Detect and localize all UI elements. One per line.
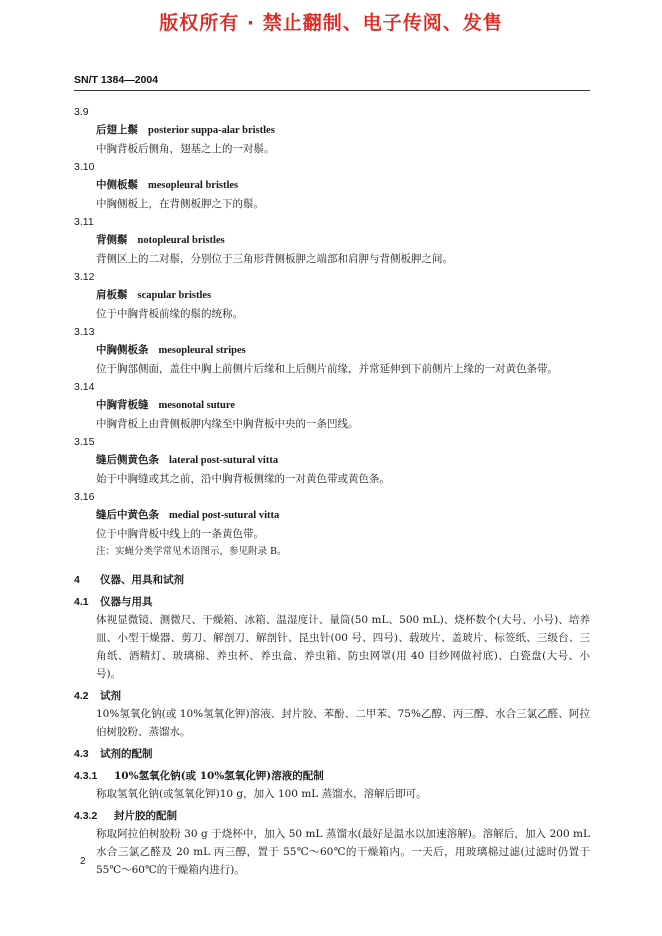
term-number: 3.14	[74, 381, 95, 393]
term-zh: 背侧鬃	[96, 234, 128, 246]
term-heading	[74, 286, 590, 305]
term-en: lateral post-sutural vitta	[169, 455, 279, 466]
term-en: mesopleural stripes	[158, 345, 246, 356]
term-number: 3.15	[74, 436, 95, 448]
subsection-heading	[74, 687, 590, 705]
subsection-number: 4.3	[74, 748, 89, 760]
term-heading	[74, 176, 590, 195]
document-body	[74, 103, 590, 879]
subsubsection-text: 称取阿拉伯树胶粉 30 g 于烧杯中，加入 50 mL 蒸馏水(最好是温水以加速溶解)。溶解后，加入 200 mL 水合三氯乙醛及 20 mL 丙三醇，置于 55℃～60℃的干燥箱内。一天后，用玻璃棉过滤(过滤时仍置于 55℃～60℃的干燥箱内进行)。	[96, 828, 590, 876]
term-definition: 背侧区上的二对鬃，分别位于三角形背侧板胛之端部和肩胛与背侧板胛之间。	[96, 253, 453, 265]
term-heading	[74, 451, 590, 470]
term-zh: 肩板鬃	[96, 289, 128, 301]
term-en: mesonotal suture	[158, 400, 236, 411]
term-definition: 中胸背板上由背侧板胛内缘至中胸背板中央的一条凹线。	[96, 418, 359, 430]
subsection-text: 10%氢氧化钠(或 10%氢氧化钾)溶液、封片胶、苯酚、二甲苯、75%乙醇、丙三醇、水合三氯乙醛、阿拉伯树胶粉、蒸馏水。	[96, 708, 590, 738]
section-title: 仪器、用具和试剂	[100, 574, 184, 586]
subsection-number: 4.1	[74, 596, 89, 608]
term-number: 3.13	[74, 326, 95, 338]
subsection-heading	[74, 593, 590, 611]
term-en: notopleural bristles	[137, 235, 225, 246]
subsubsection-heading	[74, 767, 590, 785]
term-zh: 中胸侧板条	[96, 344, 149, 356]
subsubsection-number: 4.3.1	[74, 770, 98, 782]
subsection-heading	[74, 745, 590, 763]
subsubsection-title: 封片胶的配制	[114, 810, 177, 822]
term-heading	[74, 231, 590, 250]
subsubsection-title: 10%氢氧化钠(或 10%氢氧化钾)溶液的配制	[114, 770, 324, 782]
page-number: 2	[80, 856, 86, 867]
term-en: mesopleural bristles	[148, 180, 239, 191]
subsection-title: 试剂的配制	[100, 748, 153, 760]
term-definition: 中胸背板后侧角，翅基之上的一对鬃。	[96, 143, 275, 155]
term-zh: 中侧板鬃	[96, 179, 138, 191]
subsection-number: 4.2	[74, 690, 89, 702]
subsubsection-number: 4.3.2	[74, 810, 98, 822]
term-number: 3.9	[74, 106, 89, 118]
subsection-title: 仪器与用具	[100, 596, 153, 608]
term-heading	[74, 341, 590, 360]
subsection-text: 体视显微镜、测微尺、干燥箱、冰箱、温湿度计、量筒(50 mL、500 mL)、烧杯数个(大号、小号)、培养皿、小型干燥器、剪刀、解剖刀、解剖针、昆虫针(00 号、四号)、载玻片、盖玻片、标签纸、三级台、三角纸、酒精灯、玻璃棉、养虫杯、养虫盒、养虫箱、防虫网罩(用 40 目纱网做衬底)、白瓷盘(大号、小号)。	[96, 614, 590, 680]
term-definition: 位于中胸背板中线上的一条黄色带。	[96, 528, 264, 540]
subsection-title: 试剂	[100, 690, 121, 702]
term-zh: 缝后侧黄色条	[96, 454, 159, 466]
term-en: medial post-sutural vitta	[169, 510, 280, 521]
section-heading	[74, 571, 590, 589]
term-en: posterior suppa-alar bristles	[148, 125, 275, 136]
term-number: 3.11	[74, 216, 94, 228]
header-rule	[74, 90, 590, 91]
term-zh: 中胸背板缝	[96, 399, 149, 411]
term-definition: 位于胸部侧面，盖住中胸上前侧片后缘和上后侧片前缘，并常延伸到下前侧片上缘的一对黄色条带。	[96, 363, 558, 375]
term-heading	[74, 506, 590, 525]
term-definition: 位于中胸背板前缘的鬃的统称。	[96, 308, 243, 320]
term-heading	[74, 396, 590, 415]
term-number: 3.16	[74, 491, 95, 503]
term-number: 3.12	[74, 271, 95, 283]
term-zh: 后翅上鬃	[96, 124, 138, 136]
subsubsection-text: 称取氢氧化钠(或氢氧化钾)10 g，加入 100 mL 蒸馏水，溶解后即可。	[96, 788, 427, 800]
term-zh: 缝后中黄色条	[96, 509, 159, 521]
term-number: 3.10	[74, 161, 95, 173]
term-en: scapular bristles	[137, 290, 212, 301]
figure-note: 注：实蝇分类学常见术语图示，参见附录 B。	[96, 546, 287, 557]
section-number: 4	[74, 574, 80, 586]
term-heading	[74, 121, 590, 140]
subsubsection-heading	[74, 807, 590, 825]
standard-code: SN/T 1384—2004	[74, 74, 159, 86]
term-definition: 中胸侧板上，在背侧板胛之下的鬃。	[96, 198, 264, 210]
copyright-watermark: 版权所有 · 禁止翻制、电子传阅、发售	[159, 12, 503, 34]
term-definition: 始于中胸缝或其之前，沿中胸背板侧缘的一对黄色带或黄色条。	[96, 473, 390, 485]
